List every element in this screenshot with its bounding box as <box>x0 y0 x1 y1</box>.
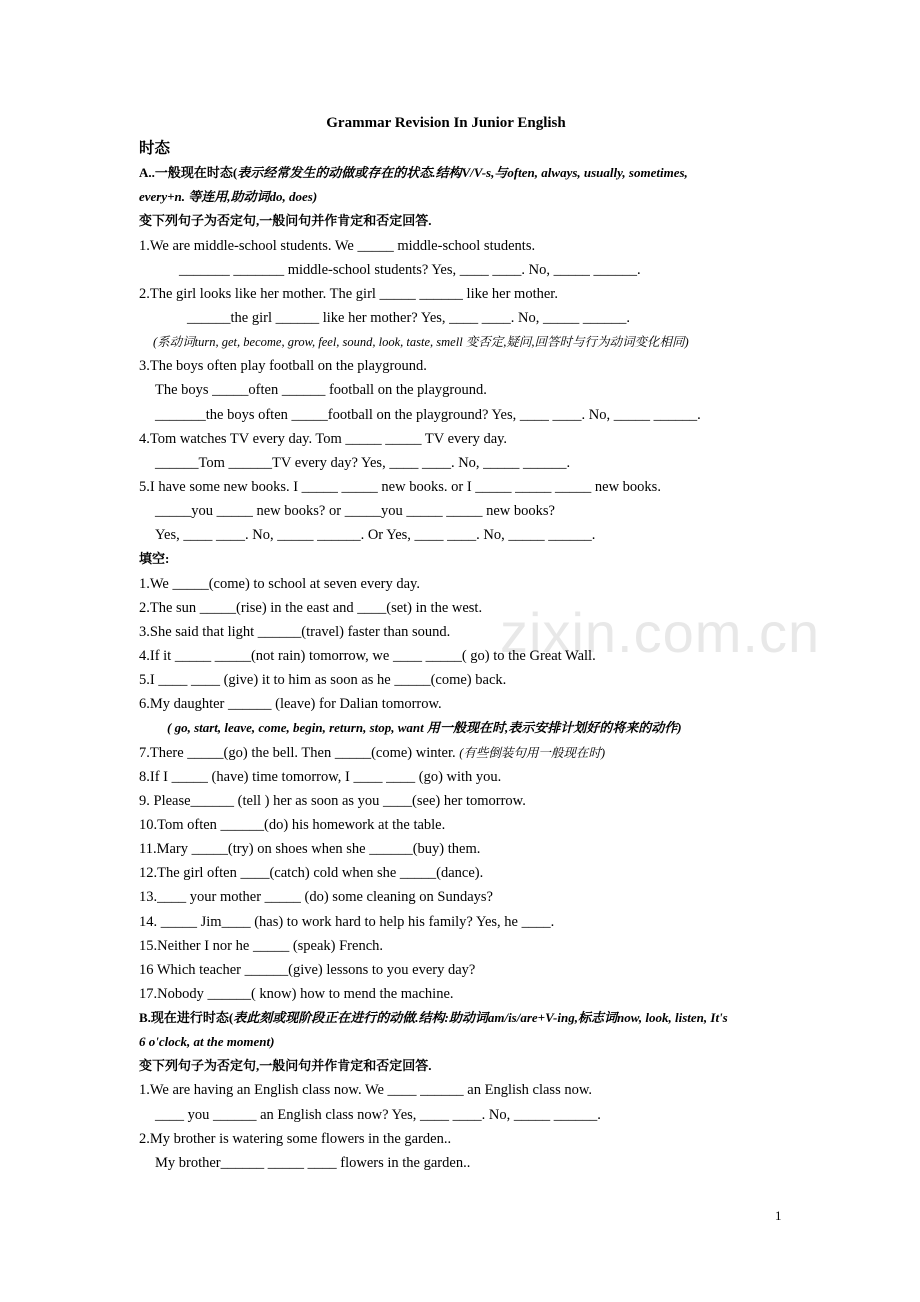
section-b-heading: B.现在进行时态(表此刻或现阶段正在进行的动做.结构:助动词am/is/are+V-ing,标志词now, look, listen, It's <box>139 1010 728 1026</box>
fill-item: 12.The girl often ____(catch) cold when she _____(dance). <box>139 865 484 882</box>
fill-item: 3.She said that light ______(travel) faster than sound. <box>139 623 451 640</box>
fill-item: 9. Please______ (tell ) her as soon as you ____(see) her tomorrow. <box>139 792 526 809</box>
fill-item: 16 Which teacher ______(give) lessons to you every day? <box>139 961 476 978</box>
exercise-line: 1.We are having an English class now. We ____ ______ an English class now. <box>139 1082 592 1099</box>
exercise-line: The boys _____often ______ football on the playground. <box>155 382 487 399</box>
fill-item: 6.My daughter ______ (leave) for Dalian tomorrow. <box>139 696 442 713</box>
fill-heading: 填空: <box>139 551 170 567</box>
section-heading: 时态 <box>139 140 171 157</box>
exercise-line: 1.We are middle-school students. We _____ middle-school students. <box>139 237 536 254</box>
fill-item: 14. _____ Jim____ (has) to work hard to help his family? Yes, he ____. <box>139 913 555 930</box>
watermark: zixin.com.cn <box>500 601 821 664</box>
exercise-line: 2.My brother is watering some flowers in the garden.. <box>139 1130 452 1147</box>
fill-item: 1.We _____(come) to school at seven every day. <box>139 575 420 592</box>
section-a-heading-cont: every+n. 等连用,助动词do, does) <box>139 189 318 205</box>
fill-item: 13.____ your mother _____ (do) some cleaning on Sundays? <box>139 889 493 906</box>
fill-item: 2.The sun _____(rise) in the east and ____(set) in the west. <box>139 599 483 616</box>
fill-item: 5.I ____ ____ (give) it to him as soon as he _____(come) back. <box>139 672 507 689</box>
exercise-line: Yes, ____ ____. No, _____ ______. Or Yes, ____ ____. No, _____ ______. <box>155 527 596 544</box>
fill-item: 10.Tom often ______(do) his homework at the table. <box>139 816 446 833</box>
grammar-note: ( go, start, leave, come, begin, return, stop, want 用一般现在时,表示安排计划好的将来的动作) <box>167 720 682 736</box>
exercise-line: My brother______ _____ ____ flowers in the garden.. <box>155 1154 471 1171</box>
exercise-line: 3.The boys often play football on the playground. <box>139 358 427 375</box>
exercise-line: ______the girl ______ like her mother? Yes, ____ ____. No, _____ ______. <box>187 309 631 326</box>
fill-item: 15.Neither I nor he _____ (speak) French. <box>139 937 384 954</box>
section-b-instruction: 变下列句子为否定句,一般问句并作肯定和否定回答. <box>139 1058 432 1074</box>
document-body <box>139 137 789 1175</box>
fill-item: 4.If it _____ _____(not rain) tomorrow, we ____ _____( go) to the Great Wall. <box>139 647 596 664</box>
page-number: 1 <box>775 1208 782 1223</box>
exercise-line: _______the boys often _____football on the playground? Yes, ____ ____. No, _____ ______. <box>155 406 701 423</box>
page-title: Grammar Revision In Junior English <box>326 115 566 131</box>
fill-item: 11.Mary _____(try) on shoes when she ______(buy) them. <box>139 841 481 858</box>
exercise-line: 4.Tom watches TV every day. Tom _____ _____ TV every day. <box>139 430 508 447</box>
exercise-line: 5.I have some new books. I _____ _____ new books. or I _____ _____ _____ new books. <box>139 478 661 495</box>
grammar-note: (系动词turn, get, become, grow, feel, sound, look, taste, smell 变否定,疑问,回答时与行为动词变化相同) <box>153 335 689 350</box>
exercise-line: _______ _______ middle-school students? Yes, ____ ____. No, _____ ______. <box>179 261 641 278</box>
fill-item: 8.If I _____ (have) time tomorrow, I ____ ____ (go) with you. <box>139 768 502 785</box>
exercise-line: 2.The girl looks like her mother. The girl _____ ______ like her mother. <box>139 285 558 302</box>
grammar-note: (有些倒装句用一般现在时) <box>459 745 606 760</box>
exercise-line: _____you _____ new books? or _____you _____ _____ new books? <box>155 503 555 520</box>
fill-item: 17.Nobody ______( know) how to mend the machine. <box>139 985 454 1002</box>
section-a-instruction: 变下列句子为否定句,一般问句并作肯定和否定回答. <box>139 213 432 229</box>
section-a-heading: A..一般现在时态(表示经常发生的动做或存在的状态.结构V/V-s,与often, always, usually, sometimes, <box>139 165 688 181</box>
exercise-line: ____ you ______ an English class now? Yes, ____ ____. No, _____ ______. <box>155 1106 601 1123</box>
section-b-heading-cont: 6 o'clock, at the moment) <box>139 1034 275 1050</box>
exercise-line: ______Tom ______TV every day? Yes, ____ ____. No, _____ ______. <box>155 454 571 471</box>
fill-item: 7.There _____(go) the bell. Then _____(come) winter. (有些倒装句用一般现在时) <box>139 744 606 761</box>
